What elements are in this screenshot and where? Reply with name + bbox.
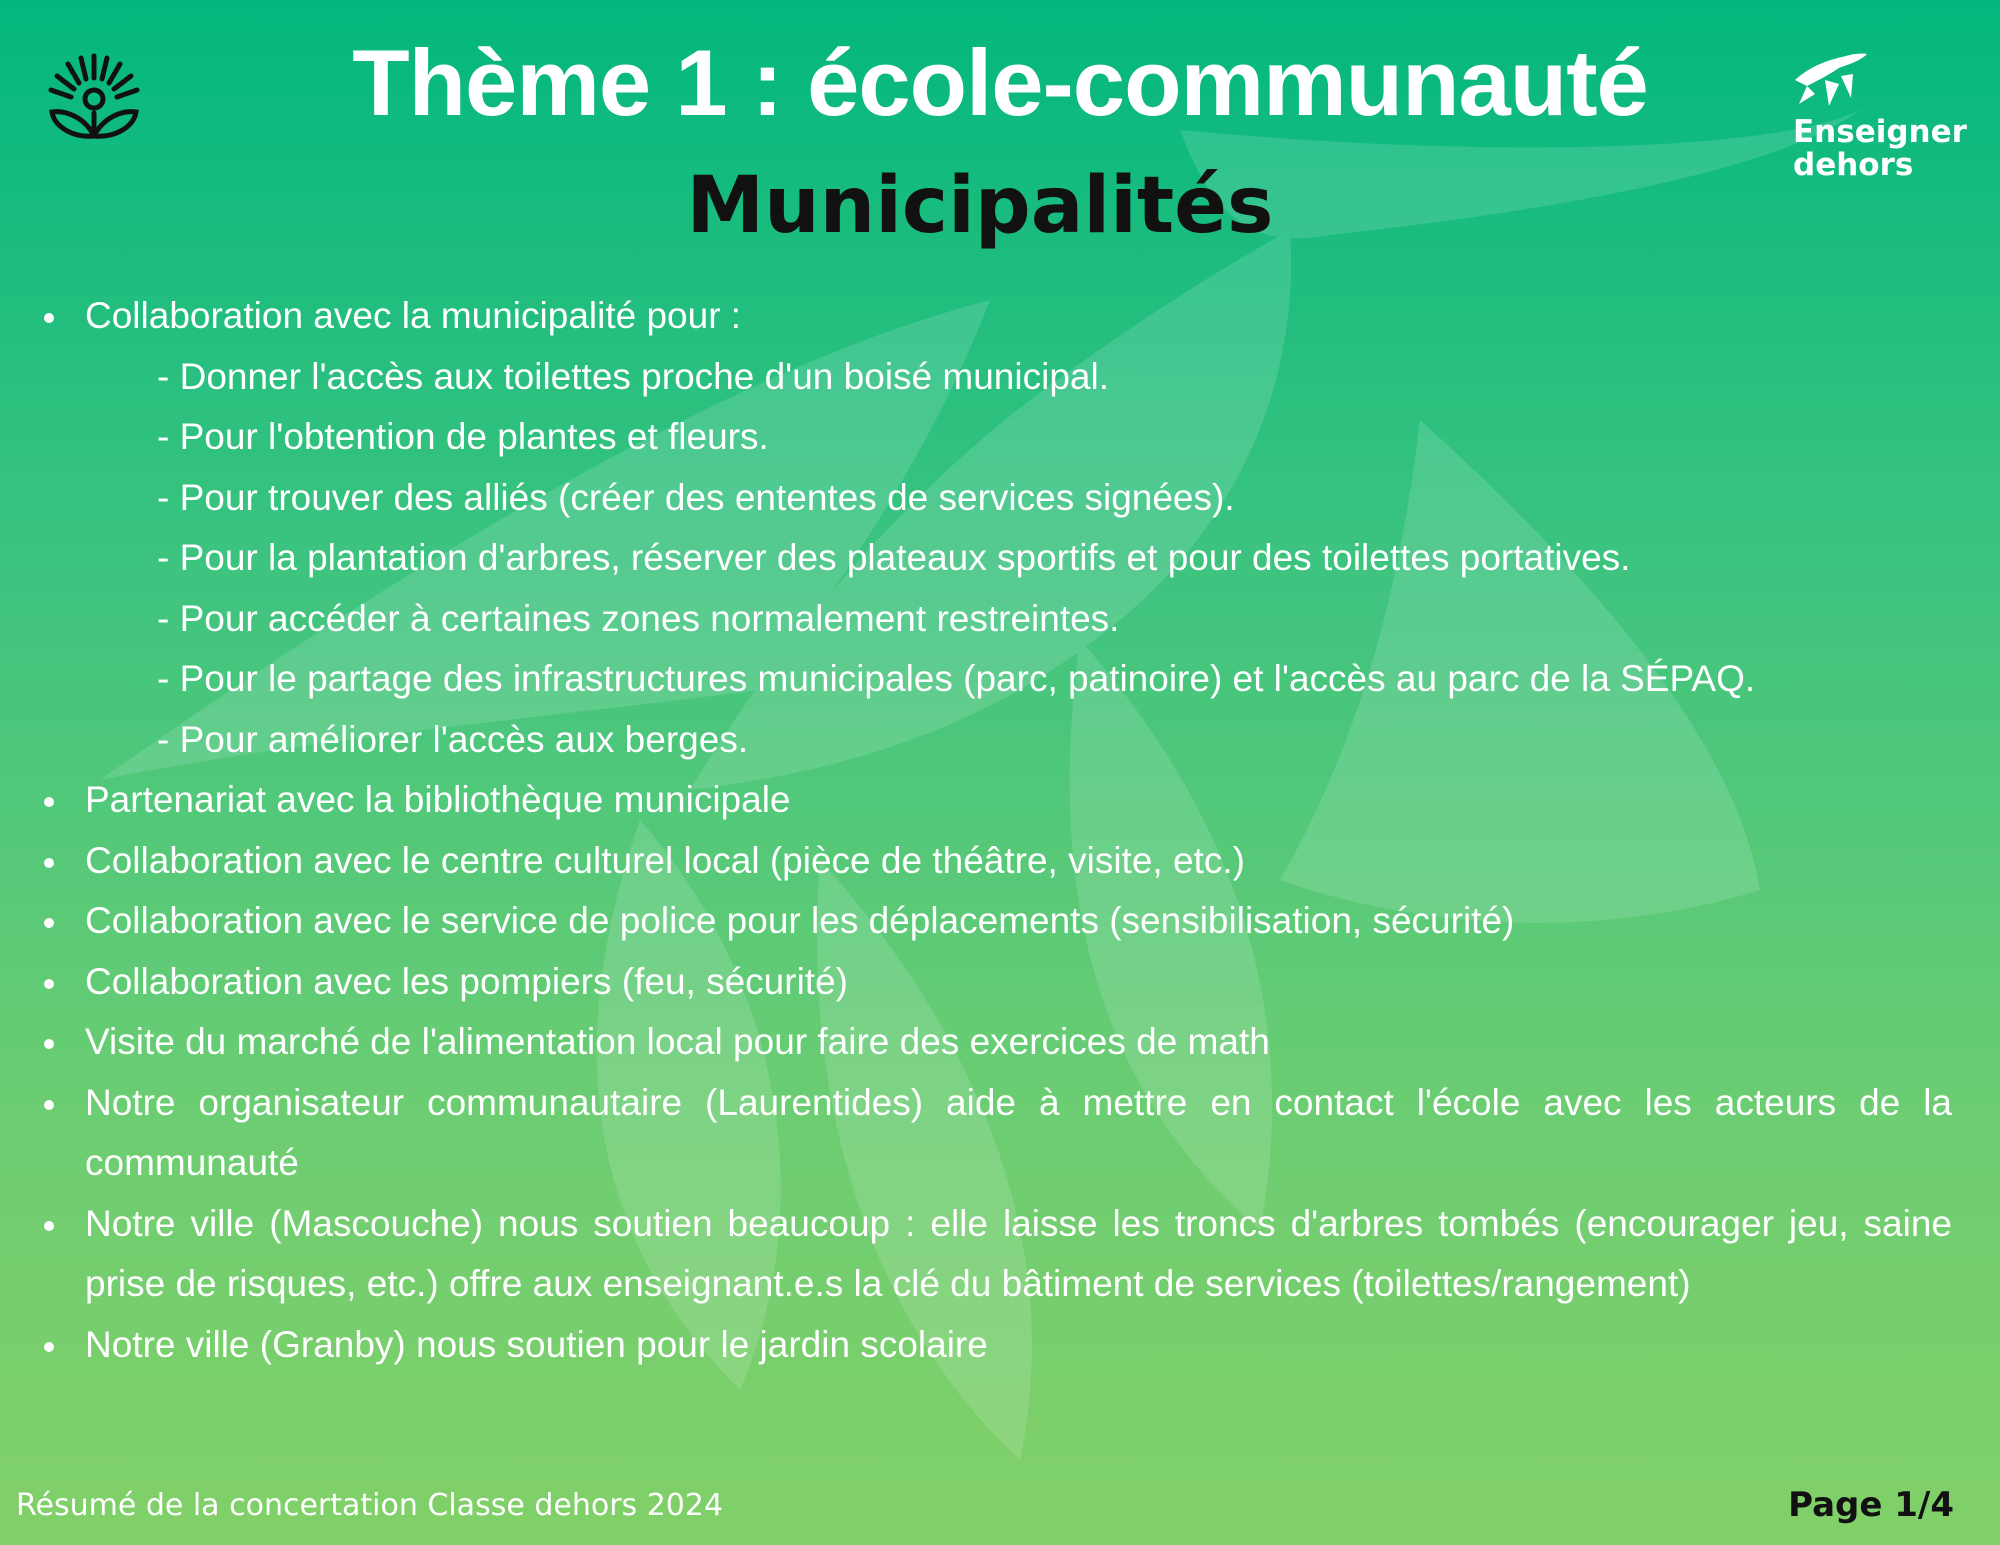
sub-list-item: - Pour la plantation d'arbres, réserver des plateaux sportifs et pour des toilettes portatives. (157, 537, 1631, 578)
footer-caption: Résumé de la concertation Classe dehors 2024 (16, 1488, 724, 1523)
list-item: Partenariat avec la bibliothèque municipale (44, 770, 1952, 831)
page-subtitle: Municipalités (686, 161, 1274, 251)
list-item-intro: Collaboration avec la municipalité pour : (44, 286, 1952, 347)
sub-list-item: - Pour trouver des alliés (créer des ententes de services signées). (157, 476, 1235, 518)
list-item: Notre ville (Granby) nous soutien pour le jardin scolaire (44, 1315, 1952, 1376)
brand-line-2: dehors (1793, 147, 1914, 183)
brand-line-1: Enseigner (1793, 114, 1967, 150)
list-item: Collaboration avec les pompiers (feu, sécurité) (44, 952, 1952, 1013)
list-item: Notre organisateur communautaire (Laurentides) aide à mettre en contact l'école avec les acteurs de la communauté (44, 1073, 1952, 1194)
content-list (44, 286, 1952, 1375)
sub-list-item: - Donner l'accès aux toilettes proche d'un boisé municipal. (157, 355, 1109, 397)
sub-list-item: - Pour accéder à certaines zones normalement restreintes. (157, 597, 1120, 639)
list-item: Visite du marché de l'alimentation local pour faire des exercices de math (44, 1012, 1952, 1073)
page-number: Page 1/4 (1788, 1485, 1954, 1525)
list-item: Collaboration avec le centre culturel local (pièce de théâtre, visite, etc.) (44, 831, 1952, 892)
list-item: Collaboration avec le service de police pour les déplacements (sensibilisation, sécurité) (44, 891, 1952, 952)
sub-list-item: - Pour l'obtention de plantes et fleurs. (157, 416, 769, 457)
page-title: Thème 1 : école-communauté (352, 30, 1648, 135)
sub-list-item: - Pour améliorer l'accès aux berges. (157, 718, 749, 760)
list-item: Notre ville (Mascouche) nous soutien beaucoup : elle laisse les troncs d'arbres tombés (encourager jeu, saine prise de risques, etc.) offre aux enseignant.e.s la clé du bâtiment de services (toilettes/rangement) (44, 1194, 1952, 1315)
sub-list-item: - Pour le partage des infrastructures municipales (parc, patinoire) et l'accès au parc de la SÉPAQ. (157, 658, 1756, 699)
